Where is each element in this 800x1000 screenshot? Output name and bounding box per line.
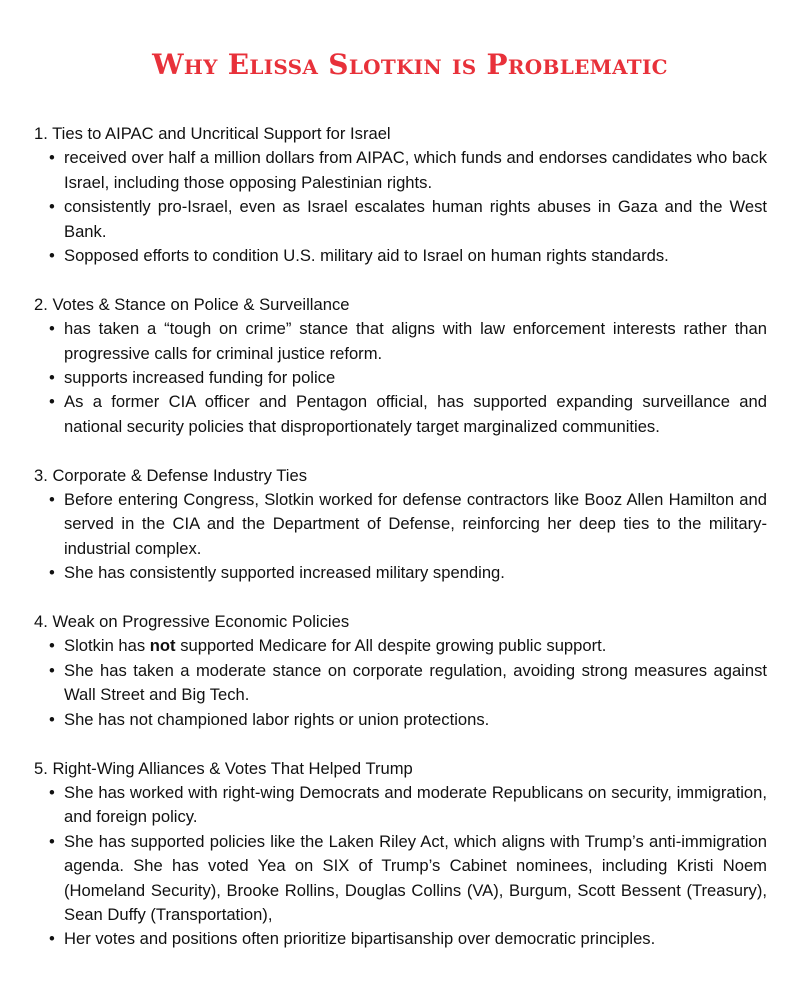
list-item: • consistently pro-Israel, even as Israel escalates human rights abuses in Gaza and the West Bank. bbox=[34, 195, 767, 244]
list-item: • As a former CIA officer and Pentagon official, has supported expanding surveillance and national security policies that disproportionately target marginalized communities. bbox=[34, 390, 767, 439]
section-right-wing-alliances bbox=[34, 757, 767, 952]
bullet-list bbox=[34, 488, 767, 586]
emphasis-text: not bbox=[149, 636, 176, 656]
list-item-text-post: supported Medicare for All despite growing public support. bbox=[175, 636, 607, 656]
list-item-text-pre: Slotkin has bbox=[64, 636, 150, 656]
bullet-list bbox=[34, 317, 767, 439]
section-heading: 2. Votes & Stance on Police & Surveillance bbox=[34, 294, 350, 314]
section-heading: 3. Corporate & Defense Industry Ties bbox=[34, 465, 308, 485]
list-item: • supports increased funding for police bbox=[34, 366, 767, 390]
list-item: • She has worked with right-wing Democrats and moderate Republicans on security, immigration, and foreign policy. bbox=[34, 781, 767, 830]
section-economic-policies bbox=[34, 610, 767, 732]
section-heading: 5. Right-Wing Alliances & Votes That Helped Trump bbox=[34, 758, 413, 778]
bullet-list bbox=[34, 634, 767, 732]
list-item: • Sopposed efforts to condition U.S. military aid to Israel on human rights standards. bbox=[34, 244, 767, 268]
list-item: • She has consistently supported increased military spending. bbox=[34, 561, 767, 585]
section-heading: 1. Ties to AIPAC and Uncritical Support for Israel bbox=[34, 124, 391, 143]
section-aipac bbox=[34, 122, 767, 268]
section-police-surveillance bbox=[34, 293, 767, 439]
page-title: Why Elissa Slotkin is Problematic bbox=[152, 48, 668, 81]
list-item: • She has not championed labor rights or union protections. bbox=[34, 708, 767, 732]
list-item: • received over half a million dollars from AIPAC, which funds and endorses candidates who back Israel, including those opposing Palestinian rights. bbox=[34, 146, 767, 195]
list-item: • She has taken a moderate stance on corporate regulation, avoiding strong measures against Wall Street and Big Tech. bbox=[34, 659, 767, 708]
document-body bbox=[34, 122, 767, 976]
list-item: • She has supported policies like the Laken Riley Act, which aligns with Trump’s anti-immigration agenda. She has voted Yea on SIX of Trump’s Cabinet nominees, including Kristi Noem (Homeland Security), Brooke Rollins, Douglas Collins (VA), Burgum, Scott Bessent (Treasury), Sean Duffy (Transportation), bbox=[34, 830, 767, 928]
bullet-list bbox=[34, 781, 767, 952]
list-item: • has taken a “tough on crime” stance that aligns with law enforcement interests rather than progressive calls for criminal justice reform. bbox=[34, 317, 767, 366]
section-defense-industry bbox=[34, 464, 767, 586]
bullet-list bbox=[34, 146, 767, 268]
list-item: • Before entering Congress, Slotkin worked for defense contractors like Booz Allen Hamilton and served in the CIA and the Department of Defense, reinforcing her deep ties to the military-industrial complex. bbox=[34, 488, 767, 561]
list-item bbox=[34, 634, 767, 658]
list-item: • Her votes and positions often prioritize bipartisanship over democratic principles. bbox=[34, 927, 767, 951]
section-heading: 4. Weak on Progressive Economic Policies bbox=[34, 612, 350, 632]
